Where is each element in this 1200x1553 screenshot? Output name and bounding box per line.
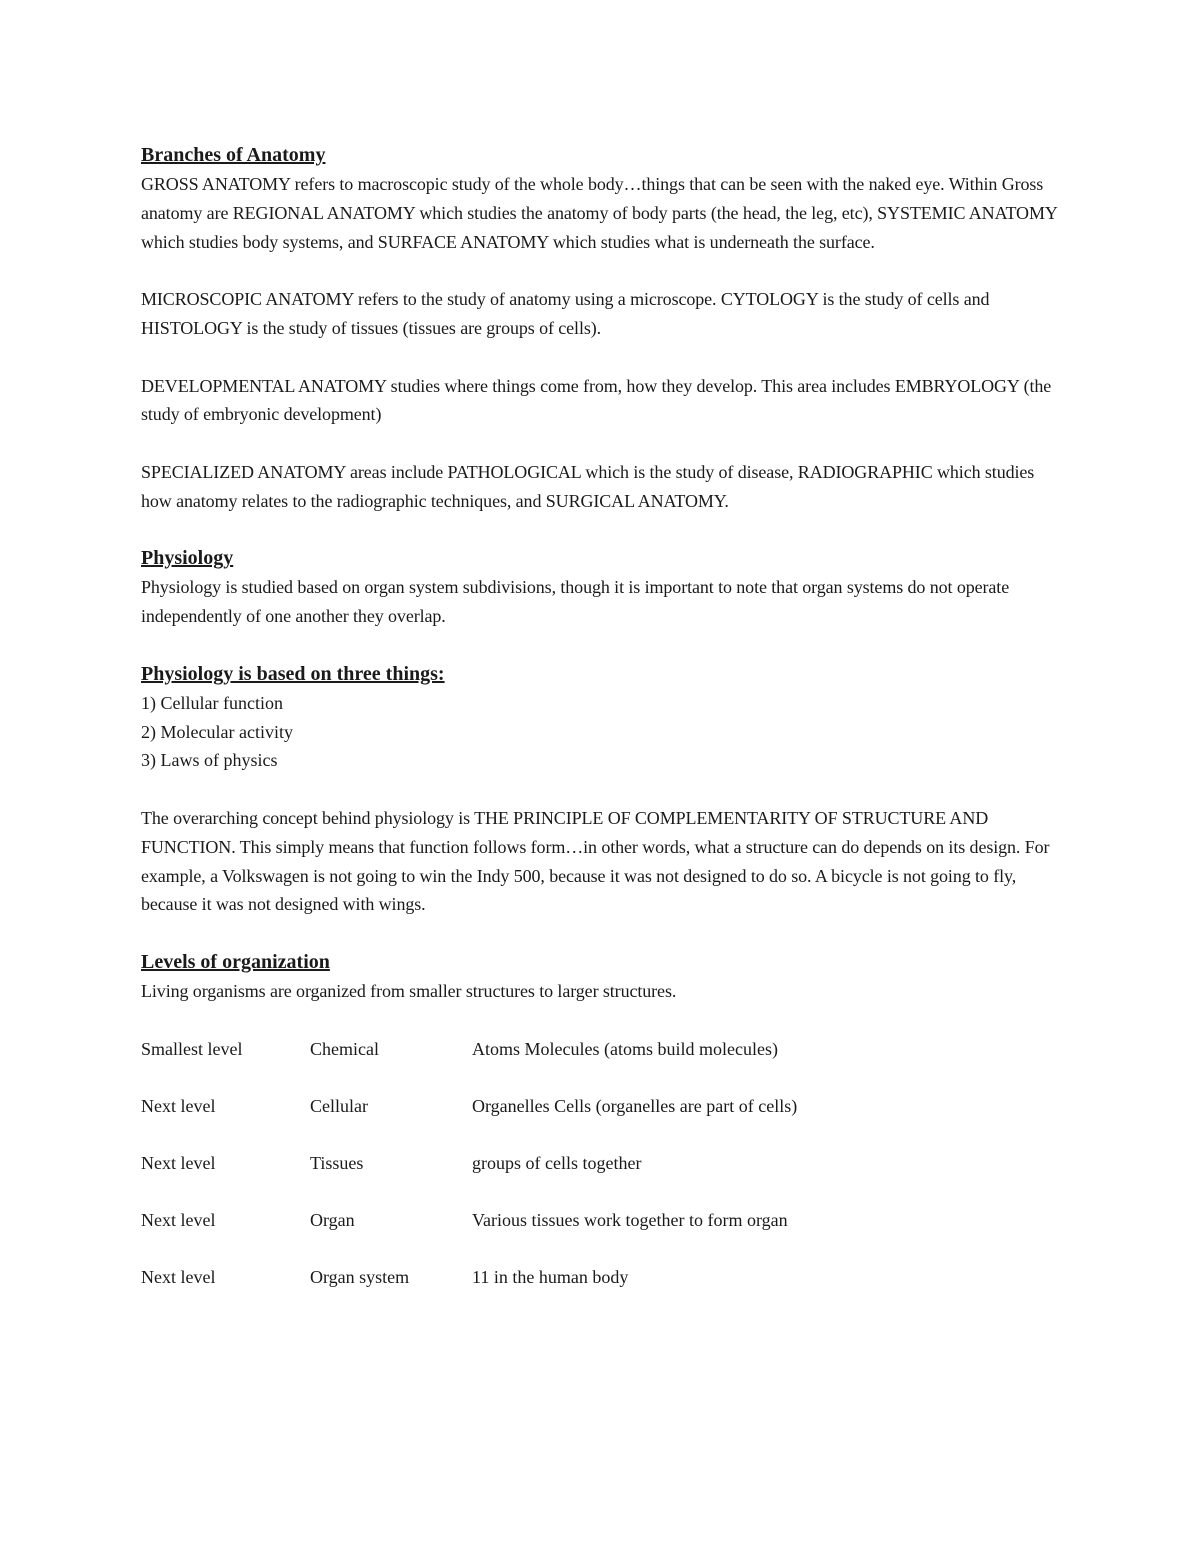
level-cell: Next level: [141, 1152, 216, 1173]
list-item: 3) Laws of physics: [141, 750, 278, 771]
document-page: [141, 141, 1061, 1320]
table-row: [141, 1263, 972, 1320]
table-row: [141, 1035, 972, 1092]
organization-intro: Living organisms are organized from smaller structures to larger structures.: [141, 980, 677, 1001]
gross-anatomy-paragraph: GROSS ANATOMY refers to macroscopic study of the whole body…things that can be seen with the naked eye. Within Gross anatomy are REGIONAL ANATOMY which studies the anatomy of body parts (the head, the leg, etc), SYSTEMIC ANATOMY which studies body systems, and SURFACE ANATOMY which studies what is underneath the surface.: [141, 174, 1058, 252]
list-item: 2) Molecular activity: [141, 721, 293, 742]
microscopic-anatomy-paragraph: MICROSCOPIC ANATOMY refers to the study of anatomy using a microscope. CYTOLOGY is the study of cells and HISTOLOGY is the study of tissues (tissues are groups of cells).: [141, 289, 990, 338]
list-item: 1) Cellular function: [141, 692, 283, 713]
physiology-heading: Physiology: [141, 547, 234, 570]
name-cell: Tissues: [310, 1152, 364, 1173]
description-cell: groups of cells together: [472, 1152, 642, 1173]
name-cell: Chemical: [310, 1038, 379, 1059]
description-cell: Various tissues work together to form organ: [472, 1209, 788, 1230]
specialized-anatomy-paragraph: SPECIALIZED ANATOMY areas include PATHOLOGICAL which is the study of disease, RADIOGRAPHIC which studies how anatomy relates to the radiographic techniques, and SURGICAL ANATOMY.: [141, 461, 1035, 511]
level-cell: Smallest level: [141, 1038, 243, 1059]
level-cell: Next level: [141, 1095, 216, 1116]
table-row: [141, 1092, 972, 1149]
name-cell: Cellular: [310, 1095, 368, 1116]
description-cell: Atoms Molecules (atoms build molecules): [472, 1038, 778, 1059]
name-cell: Organ: [310, 1209, 355, 1230]
developmental-anatomy-paragraph: DEVELOPMENTAL ANATOMY studies where things come from, how they develop. This area includes EMBRYOLOGY (the study of embryonic development): [141, 375, 1052, 425]
three-things-heading: Physiology is based on three things:: [141, 662, 445, 685]
branches-of-anatomy-heading: Branches of Anatomy: [141, 144, 326, 166]
description-cell: Organelles Cells (organelles are part of cells): [472, 1095, 798, 1116]
table-row: [141, 1206, 972, 1263]
physiology-paragraph: Physiology is studied based on organ system subdivisions, though it is important to note that organ systems do not operate independently of one another they overlap.: [141, 577, 1010, 627]
name-cell: Organ system: [310, 1266, 410, 1287]
levels-of-organization-heading: Levels of organization: [141, 950, 330, 973]
levels-table: [141, 1035, 972, 1320]
level-cell: Next level: [141, 1209, 216, 1230]
complementarity-paragraph: The overarching concept behind physiology is THE PRINCIPLE OF COMPLEMENTARITY OF STRUCTURE AND FUNCTION. This simply means that function follows form…in other words, what a structure can do depends on its design. For example, a Volkswagen is not going to win the Indy 500, because it was not designed to do so. A bicycle is not going to fly, because it was not designed with wings.: [141, 807, 1050, 915]
description-cell: 11 in the human body: [472, 1266, 629, 1287]
table-row: [141, 1149, 972, 1206]
level-cell: Next level: [141, 1266, 216, 1287]
